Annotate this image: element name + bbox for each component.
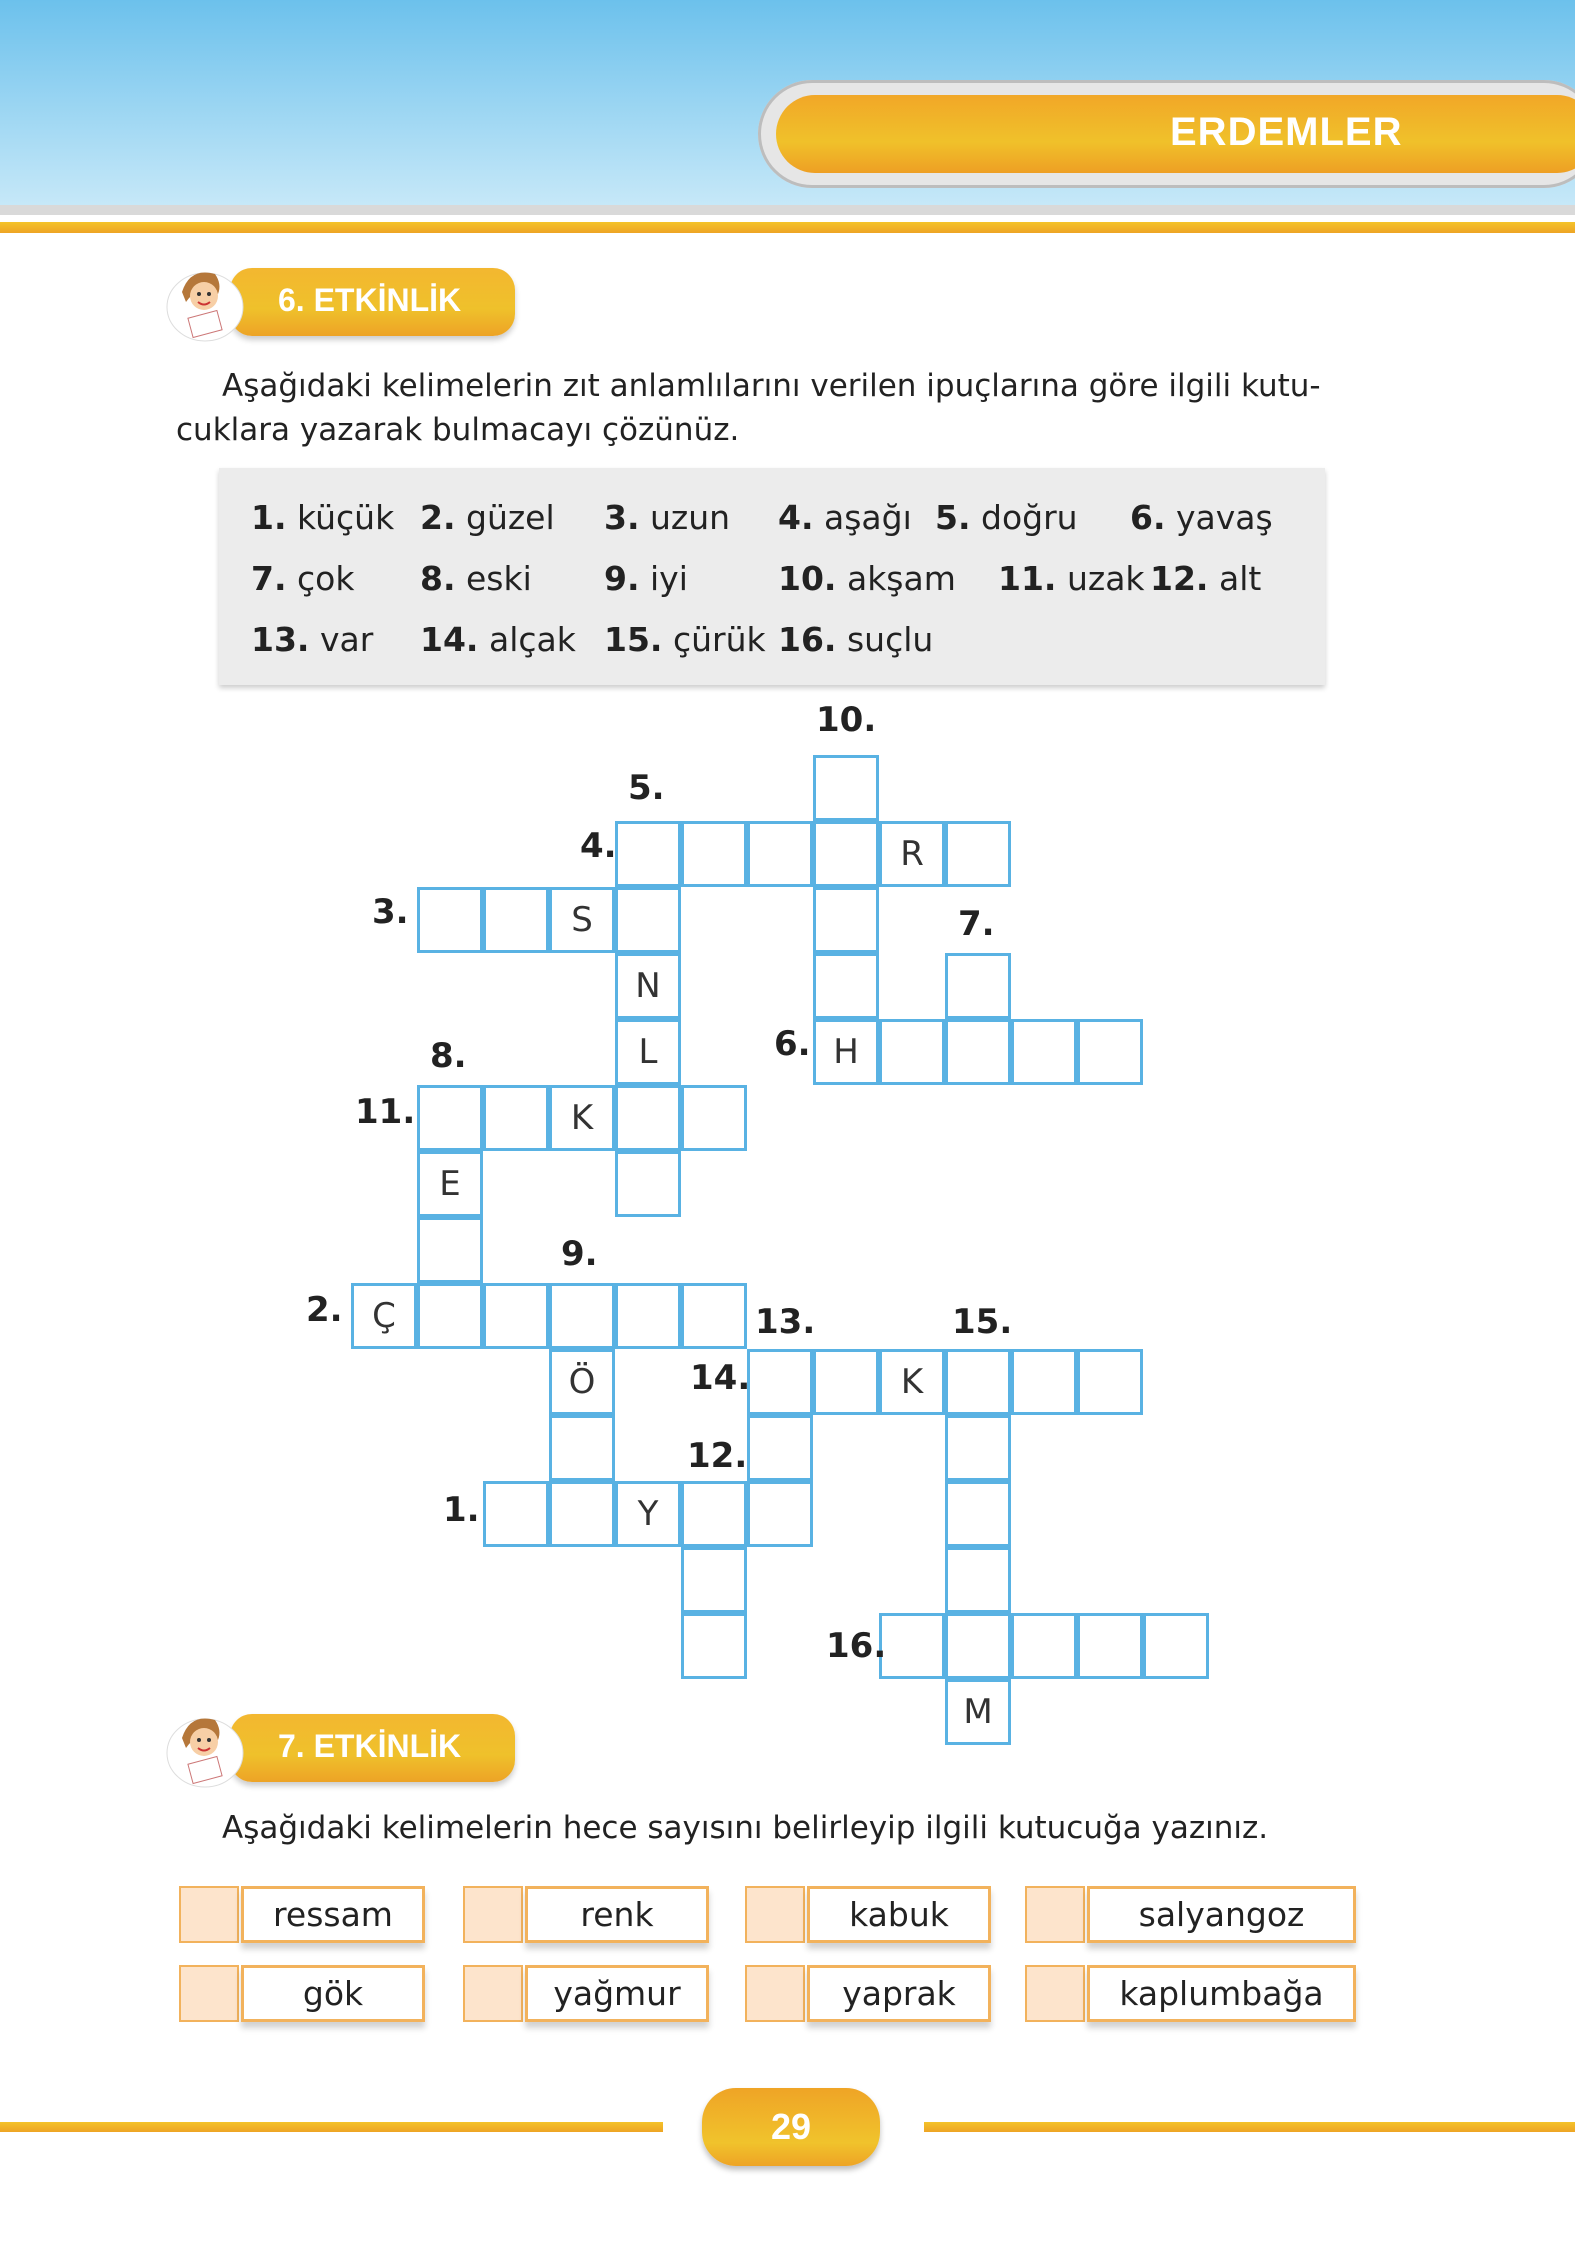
clue-word: çok [297,559,355,598]
word-item [179,1886,425,1943]
clue-number: 6. [1130,498,1166,537]
crossword-cell[interactable] [1011,1019,1077,1085]
crossword-cell[interactable] [813,821,879,887]
word-label: gök [241,1965,425,2022]
crossword-cell[interactable]: Y [615,1481,681,1547]
crossword-cell[interactable] [813,1349,879,1415]
crossword-cell[interactable]: N [615,953,681,1019]
badge-label: 7. ETKİNLİK [278,1728,462,1764]
clue-word: yavaş [1176,498,1273,537]
clue-number-label: 1. [443,1490,480,1530]
crossword-cell[interactable] [1011,1349,1077,1415]
clue-word: güzel [466,498,555,537]
clue-word: uzun [650,498,731,537]
syllable-count-input[interactable] [463,1965,523,2022]
crossword-cell[interactable] [747,1415,813,1481]
syllable-count-input[interactable] [179,1965,239,2022]
word-item [745,1886,991,1943]
clue-word: alt [1218,559,1262,598]
clue-number: 10. [778,559,837,598]
crossword-cell[interactable] [945,953,1011,1019]
crossword-cell[interactable]: H [813,1019,879,1085]
word-label: kaplumbağa [1087,1965,1356,2022]
clue-item [998,559,1145,598]
clue-item [251,559,354,598]
clue-number: 2. [420,498,456,537]
crossword-cell[interactable] [549,1283,615,1349]
syllable-count-input[interactable] [179,1886,239,1943]
syllable-count-input[interactable] [745,1965,805,2022]
crossword-cell[interactable]: S [549,887,615,953]
clue-number-label: 16. [826,1626,887,1666]
clue-word: doğru [981,498,1078,537]
crossword-cell[interactable] [945,1613,1011,1679]
crossword-cell[interactable] [945,1481,1011,1547]
crossword-cell[interactable]: R [879,821,945,887]
crossword-cell[interactable] [681,1547,747,1613]
crossword-cell[interactable] [483,1085,549,1151]
crossword-cell[interactable] [945,1019,1011,1085]
unit-title: ERDEMLER [1170,110,1403,154]
crossword-cell[interactable] [681,821,747,887]
clue-box [219,468,1325,685]
activity-6-badge [160,262,520,344]
footer-line-right [924,2122,1575,2132]
word-item [463,1886,709,1943]
crossword-cell[interactable] [549,1415,615,1481]
clue-number-label: 14. [690,1358,751,1398]
instruction-line-1: Aşağıdaki kelimelerin zıt anlamlılarını verilen ipuçlarına göre ilgili kutu- [222,368,1321,404]
clue-number-label: 3. [372,892,409,932]
crossword-cell[interactable]: Ç [351,1283,417,1349]
page-number: 29 [702,2088,880,2166]
clue-number: 3. [604,498,640,537]
word-label: kabuk [807,1886,991,1943]
crossword-cell[interactable] [417,1085,483,1151]
crossword-cell[interactable] [945,1349,1011,1415]
crossword-cell[interactable] [615,1151,681,1217]
crossword-cell[interactable]: K [549,1085,615,1151]
word-item [463,1965,709,2022]
clue-item [778,620,933,659]
footer-line-left [0,2122,663,2132]
word-label: ressam [241,1886,425,1943]
crossword-cell[interactable] [1077,1613,1143,1679]
crossword-cell[interactable]: E [417,1151,483,1217]
clue-word: alçak [488,620,576,659]
crossword-cell[interactable] [879,1019,945,1085]
crossword-cell[interactable] [417,1217,483,1283]
clue-item [778,559,956,598]
crossword-cell[interactable] [813,887,879,953]
clue-item [604,559,688,598]
activity-6-instruction [176,364,1366,452]
clue-number: 8. [420,559,456,598]
clue-number-label: 11. [355,1092,416,1132]
clue-number: 4. [778,498,814,537]
crossword-cell[interactable] [1143,1613,1209,1679]
crossword-cell[interactable] [1077,1019,1143,1085]
clue-number: 9. [604,559,640,598]
crossword-cell[interactable] [417,887,483,953]
crossword-cell[interactable]: L [615,1019,681,1085]
syllable-count-input[interactable] [463,1886,523,1943]
clue-item [778,498,912,537]
crossword-cell[interactable] [813,953,879,1019]
syllable-count-input[interactable] [1025,1886,1085,1943]
word-item [1025,1886,1356,1943]
word-item [745,1965,991,2022]
clue-number: 5. [935,498,971,537]
clue-number: 7. [251,559,287,598]
clue-word: eski [466,559,532,598]
clue-number: 11. [998,559,1057,598]
crossword-cell[interactable] [945,1547,1011,1613]
crossword-cell[interactable] [747,821,813,887]
clue-word: aşağı [824,498,912,537]
clue-number-label: 9. [561,1234,598,1274]
crossword-cell[interactable] [681,1283,747,1349]
clue-number-label: 5. [628,768,665,808]
crossword-cell[interactable]: Ö [549,1349,615,1415]
clue-word: akşam [846,559,956,598]
clue-item [420,620,576,659]
crossword-cell[interactable] [1077,1349,1143,1415]
clue-number-label: 4. [580,826,617,866]
clue-item [251,620,373,659]
crossword-cell[interactable] [615,887,681,953]
clue-item [1150,559,1261,598]
clue-word: var [319,620,374,659]
crossword-cell[interactable] [945,821,1011,887]
clue-word: iyi [650,559,688,598]
crossword-cell[interactable] [681,1481,747,1547]
word-label: renk [525,1886,709,1943]
clue-number: 13. [251,620,310,659]
syllable-count-input[interactable] [745,1886,805,1943]
crossword-cell[interactable]: M [945,1679,1011,1745]
crossword-cell[interactable] [1011,1613,1077,1679]
crossword-cell[interactable] [879,1613,945,1679]
clue-item [420,559,532,598]
crossword-cell[interactable] [813,755,879,821]
girl-mascot-icon [160,262,250,344]
crossword-cell[interactable] [483,1283,549,1349]
clue-number-label: 15. [952,1302,1013,1342]
badge-label: 6. ETKİNLİK [278,282,462,318]
crossword-cell[interactable] [945,1415,1011,1481]
crossword-cell[interactable] [615,1283,681,1349]
word-label: yaprak [807,1965,991,2022]
activity-7-badge [160,1708,520,1790]
crossword-cell[interactable] [747,1349,813,1415]
crossword-cell[interactable] [483,887,549,953]
crossword-cell[interactable] [747,1481,813,1547]
clue-number: 14. [420,620,479,659]
header-orange-line [0,222,1575,233]
crossword-cell[interactable] [681,1613,747,1679]
clue-number-label: 12. [687,1436,748,1476]
word-item [179,1965,425,2022]
clue-word: küçük [297,498,395,537]
clue-number: 15. [604,620,663,659]
clue-number: 12. [1150,559,1209,598]
activity-7-instruction: Aşağıdaki kelimelerin hece sayısını belirleyip ilgili kutucuğa yazınız. [222,1810,1269,1846]
clue-number-label: 2. [306,1290,343,1330]
clue-item [420,498,555,537]
clue-item [251,498,394,537]
clue-word: suçlu [846,620,934,659]
clue-word: uzak [1066,559,1145,598]
clue-number-label: 13. [755,1302,816,1342]
clue-number-label: 8. [430,1036,467,1076]
crossword-cell[interactable] [417,1283,483,1349]
clue-number-label: 7. [958,904,995,944]
crossword-cell[interactable] [681,1085,747,1151]
crossword-cell[interactable] [615,821,681,887]
syllable-count-input[interactable] [1025,1965,1085,2022]
clue-word: çürük [672,620,766,659]
girl-mascot-icon [160,1708,250,1790]
clue-item [1130,498,1273,537]
instruction-line-2: cuklara yazarak bulmacayı çözünüz. [176,412,740,448]
crossword-cell[interactable] [615,1085,681,1151]
clue-number-label: 6. [774,1024,811,1064]
word-label: salyangoz [1087,1886,1356,1943]
word-item [1025,1965,1356,2022]
clue-number-label: 10. [816,700,877,740]
word-label: yağmur [525,1965,709,2022]
clue-item [604,498,730,537]
crossword-cell[interactable]: K [879,1349,945,1415]
clue-item [604,620,766,659]
crossword-cell[interactable] [549,1481,615,1547]
clue-item [935,498,1078,537]
crossword-cell[interactable] [483,1481,549,1547]
header-divider [0,205,1575,215]
clue-number: 1. [251,498,287,537]
clue-number: 16. [778,620,837,659]
